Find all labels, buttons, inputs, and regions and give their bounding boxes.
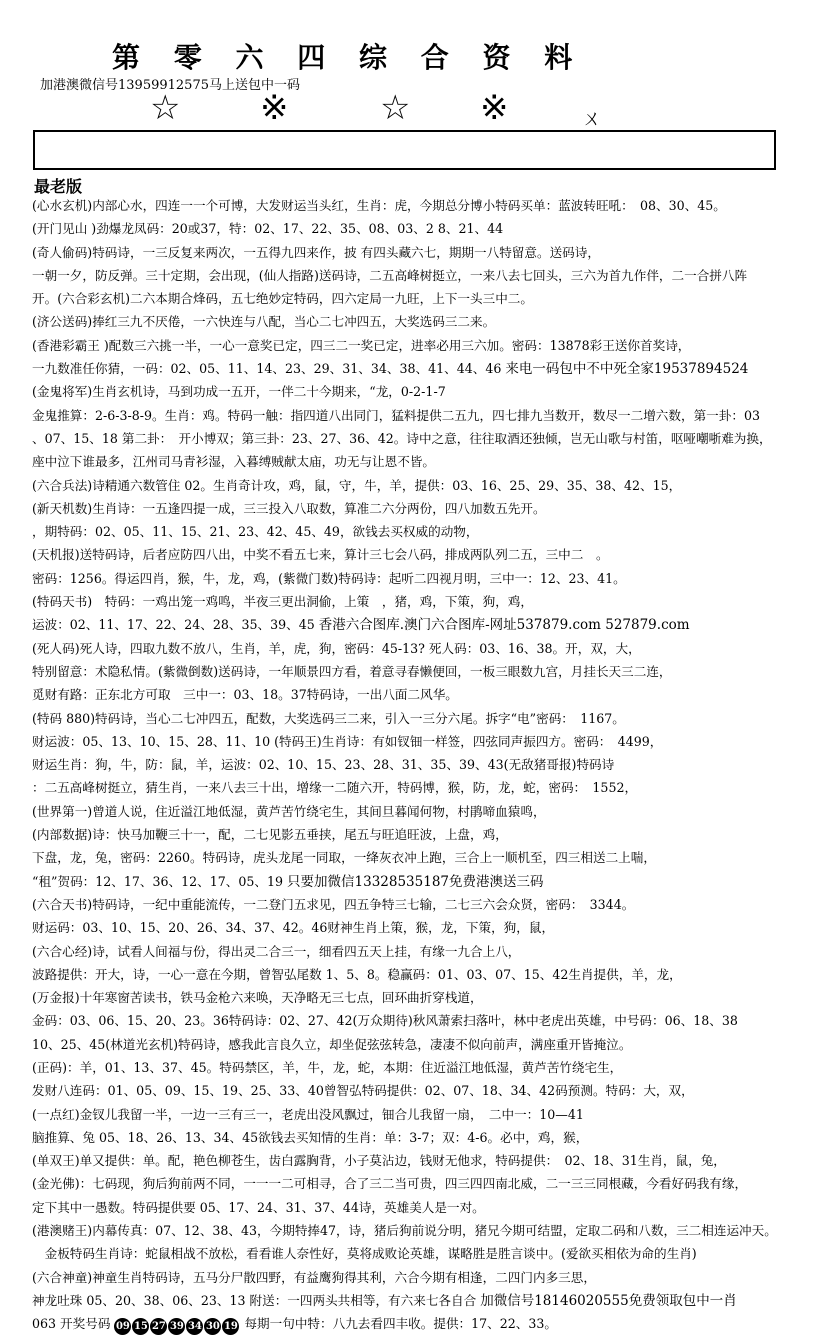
text-line: (奇人偷码)特码诗，一三反复来两次，一五得九四来作，披 有四头藏六七，期期一八特留意。送码诗， (32, 244, 600, 260)
text-line: 金鬼推算：2-6-3-8-9。生肖：鸡。特码一触：指四道八出同门，猛料提供二五九，四七排九当数开，数尽一二增六数，第一卦：03 (32, 407, 760, 423)
text-line: (特码天书) 特码：一鸡出笼一鸡鸣，半夜三更出洞偷，上策 ，猪，鸡，下策，狗，鸡， (32, 594, 533, 610)
text-line (32, 1312, 784, 1335)
text-line: 觅财有路：正东北方可取 三中一：03、18。37特码诗，一出八面二风华。 (32, 687, 458, 703)
star-symbol-row (150, 88, 610, 128)
content-lines (32, 194, 784, 1336)
text-line: (六合心经)诗，试看人间福与份，得出灵二合三一，细看四五天上挂，有缘一九合上八， (32, 943, 521, 959)
reference-mark-icon: ※ (260, 88, 289, 128)
text-line: (六合神童)神童生肖特码诗，五马分尸散四野，有益鹰狗得其利，六合今期有相逢，二四门内多三思， (32, 1269, 596, 1285)
text-line: (香港彩霸王 )配数三六挑一半，一心一意奖已定，四三二一奖已定，进率必用三六加。密码：13878彩王送你首奖诗， (32, 337, 691, 353)
text-line: (世界第一)曾道人说，住近溢江地低湿，黄芦苦竹绕宅生，其间旦暮闻何物，村鹃啼血猿鸣， (32, 803, 546, 819)
text-line: 下盘，龙，兔，密码：2260。特码诗，虎头龙尾一同取，一绛灰衣冲上跑，三合上一顺机至，四三相送二上喘， (32, 850, 656, 866)
section-heading: 最老版 (34, 177, 83, 196)
text-segment: 每期一句中特：八九去看四丰收。提供：17、22、33。 (244, 1316, 557, 1332)
lottery-label: 063 开奖号码 (32, 1316, 111, 1332)
text-line: (内部数据)诗：快马加鞭三十一，配，二七见影五垂挟，尾五与旺追旺波，上盘，鸡， (32, 827, 508, 843)
text-line: (单双王)单又提供：单。配，艳色柳苍生，齿白露胸背，小子莫沾边，钱财无他求，特码提供： 02、18、31生肖，鼠，兔， (32, 1153, 726, 1169)
text-line: (死人码)死人诗，四取九数不放八，生肖，羊，虎，狗，密码：45-13? 死人码：03、16、38。开，双，大， (32, 640, 641, 656)
text-line (32, 1289, 784, 1312)
text-line: (正码)：羊，01、13、37、45。特码禁区，羊，牛，龙，蛇，本期：住近溢江地低湿，黄芦苦竹绕宅生， (32, 1059, 623, 1075)
page-title: 第 零 六 四 综 合 资 料 (112, 41, 585, 74)
text-line: (开门见山 )劲爆龙凤码：20或37，特：02、17、22、35、08、03、2 8、21、44 (32, 221, 504, 237)
text-line: (天机报)送特码诗，后者应防四八出，中奖不看五七来，算计三七会八码，排成两队列二五，三中二 。 (32, 547, 609, 563)
star-icon: ☆ (150, 88, 181, 128)
text-line: (六合兵法)诗精通六数管住 02。生肖奇计攻，鸡，鼠，守，牛，羊，提供：03、16、25、29、35、38、42、15， (32, 477, 682, 493)
wechat-contact: 加港澳微信号13959912575马上送包中一码 (40, 78, 300, 93)
reference-mark-icon: ※ (480, 88, 509, 128)
ad-text: 只要加微信13328535187免费港澳送三码 (287, 873, 544, 890)
lottery-ball: 39 (168, 1318, 185, 1335)
text-line: (港澳赌王)内幕传真：07、12、38、43，今期特捧47，诗，猪后狗前说分明，猪兄今期可结盟，定取二码和八数，三二相连运冲天。 (32, 1223, 777, 1239)
text-line: 定下其中一愚数。特码提供要 05、17、24、31、37、44诗，英雄美人是一对。 (32, 1199, 485, 1215)
text-line: 脑推算、兔 05、18、26、13、34、45欲钱去买知情的生肖：单：3-7；双：4-6。必中，鸡，猴， (32, 1129, 589, 1145)
lottery-balls (114, 1313, 240, 1335)
text-line (32, 357, 784, 380)
text-line: 金码：03、06、15、20、23。36特码诗：02、27、42(万众期待)秋风萧索扫落叶，林中老虎出英雄，中号码：06、18、38 (32, 1013, 738, 1029)
text-line: 金板特码生肖诗：蛇鼠相战不放松，看看谁人奈性好，莫将成败论英雄，谋略胜是胜言谈中。(爱欲买相依为命的生肖) (32, 1246, 697, 1262)
text-segment: 运波：02、11、17、22、24、28、35、39、45 (32, 617, 315, 633)
empty-banner-box (33, 130, 776, 170)
ad-text: 加微信号18146020555免费领取包中一肖 (480, 1292, 737, 1309)
text-line: (济公送码)捧红三九不厌倦，一六快连与八配，当心二七冲四五，大奖选码三二来。 (32, 314, 496, 330)
lottery-ball: 19 (222, 1318, 239, 1335)
ad-text: 来电一码包中不中死全家19537894524 (505, 361, 749, 378)
text-line: (金光佛)：七码现，狗后狗前两不同，一一一二可相寻，合了三二当可贵，四三四四南北威，二一三三同根藏，今看好码我有缘， (32, 1176, 748, 1192)
text-line: ：二五高峰树挺立，猜生肖，一来八去三十出，增缘一二随六开，特码博，猴，防，龙，蛇，密码： 1552， (32, 780, 638, 796)
text-line: (特码 880)特码诗，当心二七冲四五，配数，大奖选码三二来，引入一三分六尾。拆字“电”密码： 1167。 (32, 710, 625, 726)
lottery-ball: 34 (186, 1318, 203, 1335)
text-line (32, 613, 784, 636)
text-line: 10、25、45(林道光玄机)特码诗，感我此言良久立，却坐促弦弦转急，凄凄不似向前声，满座重开皆掩泣。 (32, 1036, 632, 1052)
cross-mark-icon: ㄨ (582, 106, 602, 130)
text-line: 波路提供：开大，诗，一心一意在今期，曾智弘尾数 1、5、8。稳赢码：01、03、07、15、42生肖提供，羊，龙， (32, 966, 682, 982)
ad-text: 香港六合图库.澳门六合图库-网址537879.com 527879.com (318, 617, 690, 634)
text-line: 发财八连码：01、05、09、15、19、25、33、40曾智弘特码提供：02、07、18、34、42码预测。特码：大，双， (32, 1083, 694, 1099)
text-line: (六合天书)特码诗，一纪中重能流传，一二登门五求见，四五争特三七输，二七三六会众贤，密码： 3344。 (32, 896, 635, 912)
text-line: 财运生肖：狗，牛，防：鼠，羊，运波：02、10、15、23、28、31、35、39、43(无敌猪哥报)特码诗 (32, 757, 615, 773)
text-line: (心水玄机)内部心水，四连一一个可博，大发财运当头红，生肖：虎，今期总分博小特码买单：蓝波转旺吼： 08、30、45。 (32, 198, 726, 213)
text-line: 座中泣下谁最多，江州司马青衫湿，入暮缚贼献太庙，功无与让恩不皆。 (32, 454, 435, 470)
star-icon: ☆ (380, 88, 411, 128)
text-line: 财运波：05、13、10、15、28、11、10 (特码王)生肖诗：有如钗钿一样签，四弦同声振四方。密码： 4499， (32, 733, 663, 749)
text-line: (一点红)金钗儿我留一半，一边一三有三一，老虎出没风飘过，钿合儿我留一扇， 二中一：10—41 (32, 1106, 584, 1122)
text-line (32, 870, 784, 893)
lottery-ball: 30 (204, 1318, 221, 1335)
text-line: (新天机数)生肖诗：一五逢四提一成，三三投入八取数，算准二六分两份，四八加数五先开。 (32, 500, 546, 516)
text-line: 一朝一夕，防反弹。三十定期，会出现，(仙人指路)送码诗，二五高峰树挺立，一来八去七回头，三六为首九作伴，二一合拼八阵 (32, 267, 748, 283)
lottery-ball: 27 (150, 1318, 167, 1335)
lottery-ball: 15 (132, 1318, 149, 1335)
text-segment: 神龙吐珠 05、20、38、06、23、13 附送：一四两头共相等，有六来七各自合 (32, 1292, 477, 1308)
lottery-ball: 09 (114, 1318, 131, 1335)
text-line: 、07、15、18 第二卦： 开小博双；第三卦：23、27、36、42。诗中之意，往往取酒还独倾，岂无山歌与村笛，呕哑嘲哳难为换， (32, 430, 772, 446)
text-line: 特别留意：术隐私情。(紫微倒数)送码诗，一年顺景四方看，着意寻春懒便回，一板三眼数九宫，月挂长天三二连， (32, 663, 672, 679)
text-line: (万金报)十年寒窗苦读书，铁马金枪六来唤，天净略无三七点，回环曲折穿栈道， (32, 990, 483, 1006)
text-line: (金鬼将军)生肖玄机诗，马到功成一五开，一伴二十今期来，“龙，0-2-1-7 (32, 384, 446, 400)
text-line: 开。(六合彩玄机)二六本期合烽码，五七绝妙定特码，四六定局一九旺，上下一头三中二。 (32, 291, 533, 307)
text-segment: “租”贺码：12、17、36、12、17、05、19 (32, 873, 283, 889)
text-line: 财运码：03、10、15、20、26、34、37、42。46财神生肖上策，猴，龙，下策，狗，鼠， (32, 920, 555, 936)
text-line: ，期特码：02、05、11、15、21、23、42、45、49，欲钱去买权威的动物， (32, 524, 479, 540)
text-segment: 一九数准任你猜，一码：02、05、11、14、23、29、31、34、38、41、44、46 (32, 361, 502, 377)
text-line: 密码：1256。得运四肖，猴，牛，龙，鸡，(紫微门数)特码诗：起听二四视月明，三中一：12、23、41。 (32, 570, 626, 586)
